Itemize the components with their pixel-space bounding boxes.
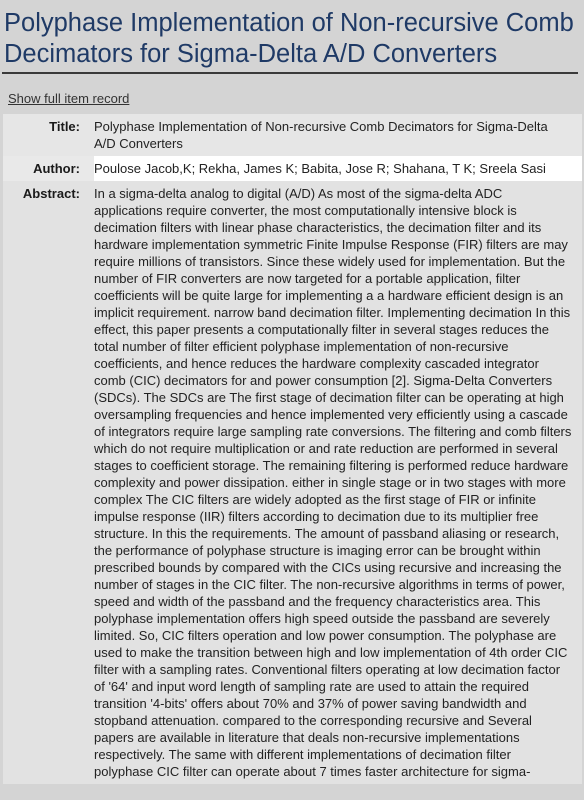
author-label: Author: <box>3 156 94 181</box>
item-metadata-table <box>3 114 582 784</box>
title-row <box>3 114 582 156</box>
title-label: Title: <box>3 114 94 156</box>
abstract-value: In a sigma-delta analog to digital (A/D) As most of the sigma-delta ADC applications require converter, the most computationally intensive block is decimation filters with linear phase characteristics, the decimation filter and its hardware implementation symmetric Finite Impulse Response (FIR) filters are may require millions of transistors. Since these widely used for implementation. But the number of FIR converters are now targeted for a portable application, filter coefficients will be quite large for implementing a a hardware efficient design is an implicit requirement. narrow band decimation filter. Implementing decimation In this effect, this paper presents a computationally filter in several stages reduces the total number of filter efficient polyphase implementation of non-recursive coefficients, and hence reduces the hardware complexity cascaded integrator comb (CIC) decimators for and power consumption [2]. Sigma-Delta Converters (SDCs). The SDCs are The first stage of decimation filter can be operating at high oversampling frequencies and hence implemented very efficiently using a cascade of integrators require large sampling rate conversions. The filtering and comb filters which do not require multiplication or and rate reduction are performed in several stages to coefficient storage. The remaining filtering is performed reduce hardware complexity and power dissipation. either in single stage or in two stages with more complex The CIC filters are widely adopted as the first stage of FIR or infinite impulse response (IIR) filters according to decimation due to its multiplier free structure. In this the requirements. The amount of passband aliasing or research, the performance of polyphase structure is imaging error can be brought within prescribed bounds by compared with the CICs using recursive and increasing the number of stages in the CIC filter. The non-recursive algorithms in terms of power, speed and width of the passband and the frequency characteristics area. This polyphase implementation offers high speed outside the passband are severely limited. So, CIC filters operation and low power consumption. The polyphase are used to make the transition between high and low implementation of 4th order CIC filter with a sampling rates. Conventional filters operating at low decimation factor of '64' and input word length of sampling rate are used to attain the required transition '4-bits' offers about 70% and 37% of power saving bandwidth and stopband attenuation. compared to the corresponding recursive and Several papers are available in literature that deals non-recursive implementations respectively. The same with different implementations of decimation filter polyphase CIC filter can operate about 7 times faster architecture for sigma- <box>94 186 572 779</box>
title-value: Polyphase Implementation of Non-recursive Comb Decimators for Sigma-Delta A/D Converters <box>94 119 548 151</box>
author-value: Poulose Jacob,K; Rekha, James K; Babita, Jose R; Shahana, T K; Sreela Sasi <box>94 161 546 176</box>
author-row <box>3 156 582 181</box>
abstract-row <box>3 181 582 784</box>
page-title: Polyphase Implementation of Non-recursive Comb Decimators for Sigma-Delta A/D Converters <box>2 0 578 74</box>
abstract-label: Abstract: <box>3 181 94 784</box>
show-full-record-link[interactable]: Show full item record <box>8 91 130 106</box>
